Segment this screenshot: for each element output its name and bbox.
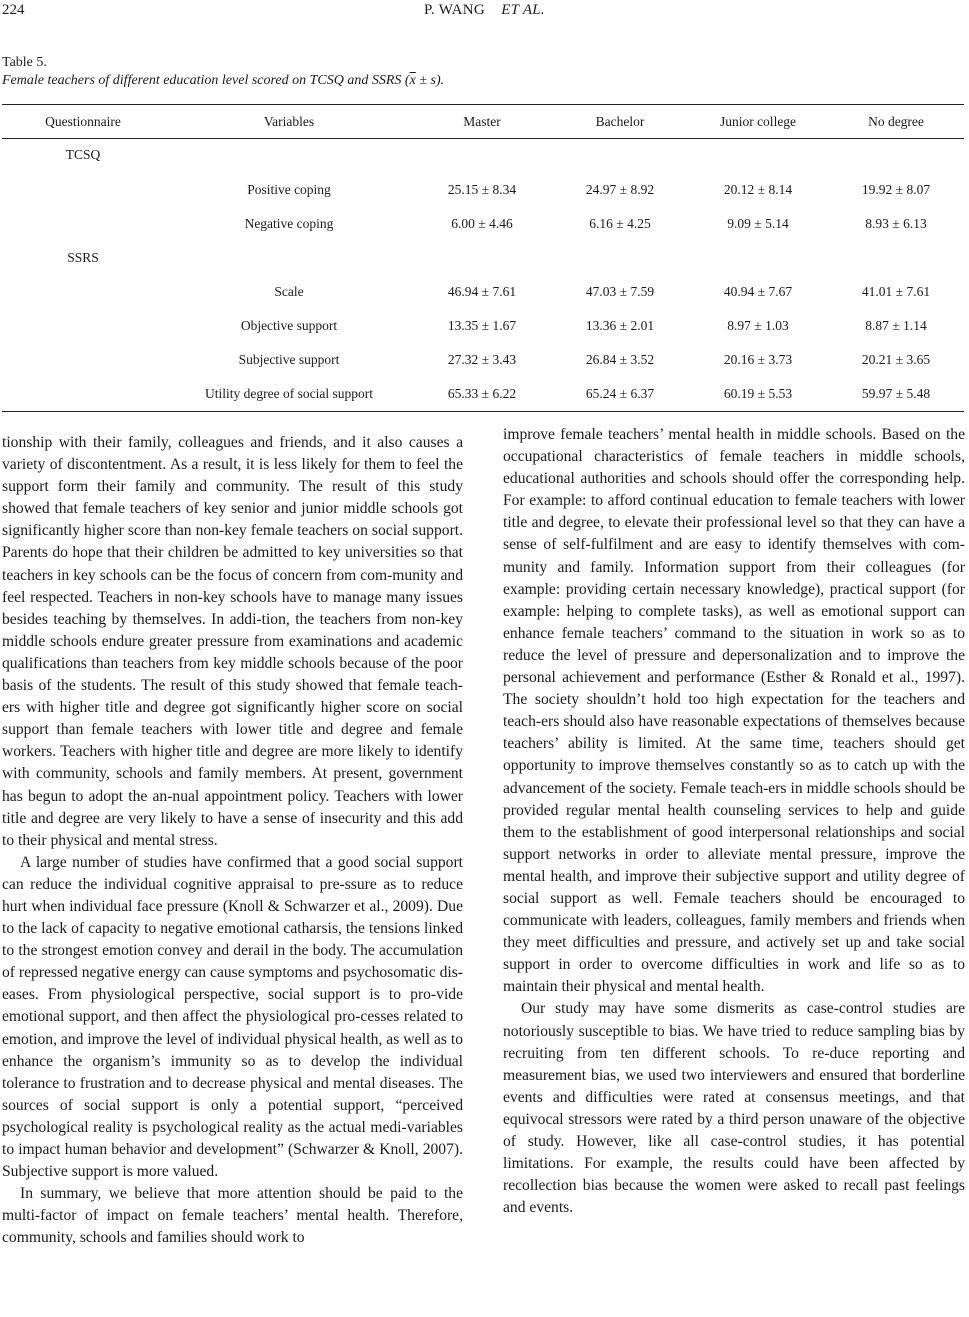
table-cell: 47.03 ± 7.59	[585, 284, 655, 299]
table-cell: 8.87 ± 1.14	[865, 318, 927, 333]
caption-mean-symbol: $\overline{x}$	[409, 73, 416, 88]
table-cell: 20.16 ± 3.73	[723, 352, 793, 367]
table-caption	[2, 73, 444, 89]
table-cell: 59.97 ± 5.48	[861, 386, 931, 401]
table-cell: 9.09 ± 5.14	[727, 216, 789, 231]
table-cell: 24.97 ± 8.92	[585, 182, 655, 197]
table-cell-variable: Utility degree of social support	[205, 386, 373, 401]
table-cell: 65.24 ± 6.37	[585, 386, 655, 401]
table-cell: 13.35 ± 1.67	[447, 318, 517, 333]
table-group-label: SSRS	[67, 250, 99, 265]
column-header: Variables	[263, 114, 315, 129]
table-cell: 6.16 ± 4.25	[589, 216, 651, 231]
table-cell: 27.32 ± 3.43	[447, 352, 517, 367]
caption-text: Female teachers of different education level scored on TCSQ and SSRS (	[2, 73, 410, 88]
table-cell: 60.19 ± 5.53	[723, 386, 793, 401]
table-cell: 65.33 ± 6.22	[447, 386, 517, 401]
caption-close: ).	[435, 73, 445, 88]
table-cell: 19.92 ± 8.07	[861, 182, 931, 197]
paragraph: Our study may have some dismerits as case-control studies are notoriously susceptible to bias. We have tried to reduce sampling bias by recruiting from ten different schools. To re-duce reporting and measurement bias, we used two interviewers and ensured that borderline events and difficulties were rated at consensus meetings, and that equivocal stressors were rated by a third person unaware of the objective of study. However, like all case-control studies, it has potential limitations. For example, the results could have been affected by recollection bias because the women were asked to recall past feelings and events.	[503, 1000, 965, 1217]
column-header: Questionnaire	[45, 114, 121, 129]
paragraph: improve female teachers’ mental health in middle schools. Based on the occupational characteristics of female teachers in middle schools, educational authorities and schools should offer the corresponding help. For example: to afford continual education to female teachers with lower title and degree, to elevate their professional level so that they can have a sense of self-fulfilment and are easy to identify themselves with com-munity and family. Information support from their colleagues (for example: providing certain necessary knowledge), practical support (for example: helping to complete tasks), as well as emotional support can enhance female teachers’ command to the situation in work so as to reduce the level of pressure and depersonalization and to improve the personal achievement and performance (Esther & Ronald et al., 1997). The society shouldn’t hold too high expectation for the teachers and teach-ers should also have reasonable expectations of themselves because teachers’ ability is limited. At the same time, teachers should get opportunity to improve themselves constantly so as to catch up with the advancement of the society. Female teach-ers in middle schools should be provided regular mental health counseling services to help and guide them to the establishment of good interpersonal relationships and social support networks in order to alleviate mental pressure, improve the mental health, and improve their subjective support and utility degree of social support as well. Female teachers should be encouraged to communicate with leaders, colleagues, family members and friends when they meet difficulties and pressure, and actively set up and take social support in order to overcome difficulties in work and life so as to maintain their physical and mental health.	[503, 426, 965, 996]
table-cell-variable: Positive coping	[247, 182, 331, 197]
table-cell: 8.97 ± 1.03	[727, 318, 789, 333]
table-cell: 46.94 ± 7.61	[447, 284, 517, 299]
page-number: 224	[2, 2, 25, 18]
et-al: ET AL.	[501, 2, 545, 18]
table-cell: 8.93 ± 6.13	[865, 216, 927, 231]
column-header: Bachelor	[595, 114, 645, 129]
column-header: Master	[463, 114, 501, 129]
author-name: P. WANG	[424, 2, 486, 18]
body-column-right	[503, 424, 965, 1219]
table-cell-variable: Subjective support	[238, 352, 340, 367]
table-top-rule	[2, 104, 964, 105]
table-cell: 40.94 ± 7.67	[723, 284, 793, 299]
body-column-left	[2, 432, 463, 1249]
column-header: No degree	[868, 114, 924, 129]
paragraph: A large number of studies have confirmed that a good social support can reduce the individual cognitive appraisal to pre-ssure as to reduce hurt when individual face pressure (Knoll & Schwarzer et al., 2009). Due to the lack of capacity to negative emotional catharsis, the tensions linked to the strongest emotion convey and derail in the body. The accumulation of repressed negative energy can cause symptoms and psychosomatic dis-eases. From physiological perspective, social support is to pro-vide emotional support, and then affect the physiological pro-cesses related to emotion, and improve the level of individual physical health, as well as to enhance the organism’s immunity so as to develop the individual tolerance to frustration and to decrease physical and mental diseases. The sources of social support is only a potential support, “perceived psychological reality is psychological reality as the actual medi-variables to impact human behavior and development” (Schwarzer & Knoll, 2007). Subjective support is more valued.	[2, 853, 463, 1181]
table-cell: 13.36 ± 2.01	[585, 318, 655, 333]
table-cell: 6.00 ± 4.46	[451, 216, 513, 231]
table-cell: 25.15 ± 8.34	[447, 182, 517, 197]
table-cell: 20.21 ± 3.65	[861, 352, 931, 367]
table-cell-variable: Negative coping	[244, 216, 334, 231]
table-cell-variable: Scale	[274, 284, 304, 299]
table-bottom-rule	[2, 411, 964, 412]
paragraph: In summary, we believe that more attention should be paid to the multi-factor of impact on female teachers’ mental health. Therefore, community, schools and families should work to	[2, 1185, 463, 1247]
paragraph: tionship with their family, colleagues and friends, and it also causes a variety of discontentment. As a result, it is less likely for them to feel the support form their family and community. The result of this study showed that female teachers of key senior and junior middle schools got significantly higher score than non-key female teachers on social support. Parents do hope that their children be admitted to key universities so that teachers in key schools can be the focus of concern from com-munity and feel respected. Teachers in non-key schools have to manage many issues besides teaching by themselves. In addi-tion, the teachers from non-key middle schools endure greater pressure from examinations and academic qualifications than teachers from key middle schools because of the poor basis of the students. The result of this study showed that female teach-ers with higher title and degree got significantly higher score on social support than female teachers with lower title and degree and female workers. Teachers with higher title and degree are more likely to identify with community, schools and family members. At present, government has begun to adopt the an-nual appointment policy. Teachers with lower title and degree are very likely to have a sense of insecurity and this add to their physical and mental stress.	[2, 434, 463, 849]
table-cell: 26.84 ± 3.52	[585, 352, 655, 367]
column-header: Junior college	[719, 114, 797, 129]
caption-pm-symbol: ± s	[415, 73, 436, 88]
running-header	[0, 0, 969, 24]
table-cell: 41.01 ± 7.61	[861, 284, 931, 299]
table-header-rule	[2, 138, 964, 139]
table-label: Table 5.	[2, 55, 47, 70]
running-title	[0, 2, 969, 19]
table-cell-variable: Objective support	[240, 318, 338, 333]
table-cell: 20.12 ± 8.14	[723, 182, 793, 197]
table-group-label: TCSQ	[65, 147, 101, 162]
